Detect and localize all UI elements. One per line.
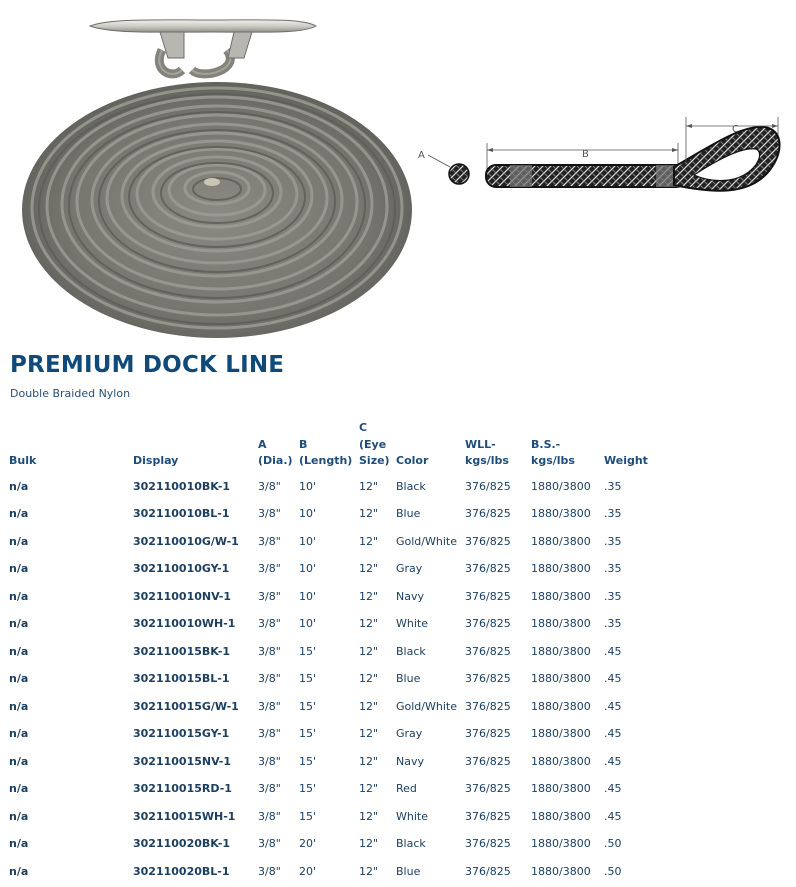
cell-color: Black: [396, 479, 426, 493]
cell-a: 3/8": [258, 672, 281, 686]
diagram-label-b: B: [582, 149, 589, 160]
cell-bulk: n/a: [9, 754, 29, 768]
cell-bulk: n/a: [9, 534, 29, 548]
cell-c: 12": [359, 589, 379, 603]
cell-display: 302110015BL-1: [133, 672, 230, 686]
cell-weight: .45: [604, 699, 622, 713]
col-header-line: A: [258, 437, 267, 451]
cell-wll: 376/825: [465, 479, 511, 493]
cell-display: 302110020BK-1: [133, 837, 231, 851]
cell-a: 3/8": [258, 534, 281, 548]
cell-bulk: n/a: [9, 672, 29, 686]
cell-weight: .35: [604, 589, 622, 603]
cell-weight: .45: [604, 727, 622, 741]
cell-display: 302110015NV-1: [133, 754, 232, 768]
cell-bs: 1880/3800: [531, 507, 591, 521]
col-header-bulk: [6, 420, 130, 473]
cell-wll: 376/825: [465, 837, 511, 851]
cell-wll: 376/825: [465, 562, 511, 576]
cell-weight: .45: [604, 672, 622, 686]
cell-color: Navy: [396, 589, 424, 603]
col-header-display: [130, 420, 255, 473]
cell-display: 302110010G/W-1: [133, 534, 239, 548]
cell-display: 302110010BL-1: [133, 507, 230, 521]
cell-bulk: n/a: [9, 644, 29, 658]
cell-display: 302110010BK-1: [133, 479, 231, 493]
col-header-line: Display: [133, 454, 179, 467]
cell-bulk: n/a: [9, 699, 29, 713]
table-row: [6, 528, 657, 556]
cell-b: 10': [299, 534, 317, 548]
cell-color: Gold/White: [396, 534, 457, 548]
cell-bulk: n/a: [9, 617, 29, 631]
cell-c: 12": [359, 672, 379, 686]
cell-c: 12": [359, 864, 379, 878]
table-header-row: [6, 420, 657, 473]
cell-display: 302110010NV-1: [133, 589, 232, 603]
cell-display: 302110010GY-1: [133, 562, 230, 576]
cell-wll: 376/825: [465, 644, 511, 658]
cell-wll: 376/825: [465, 534, 511, 548]
cell-wll: 376/825: [465, 699, 511, 713]
cell-wll: 376/825: [465, 672, 511, 686]
cell-a: 3/8": [258, 562, 281, 576]
col-header-line: Weight: [604, 454, 648, 467]
cell-bs: 1880/3800: [531, 727, 591, 741]
cell-bs: 1880/3800: [531, 672, 591, 686]
cell-c: 12": [359, 754, 379, 768]
cell-wll: 376/825: [465, 754, 511, 768]
cell-b: 15': [299, 809, 317, 823]
table-row: [6, 748, 657, 776]
product-subtitle: Double Braided Nylon: [10, 387, 131, 400]
cell-b: 10': [299, 562, 317, 576]
cell-color: Navy: [396, 754, 424, 768]
col-header-line: Bulk: [9, 454, 37, 467]
cell-bulk: n/a: [9, 809, 29, 823]
cell-color: Black: [396, 644, 426, 658]
cell-bulk: n/a: [9, 589, 29, 603]
col-header-a: [255, 420, 296, 473]
dock-line-dimension-diagram: [412, 105, 790, 225]
cell-bs: 1880/3800: [531, 782, 591, 796]
cell-bulk: n/a: [9, 837, 29, 851]
cell-a: 3/8": [258, 809, 281, 823]
table-row: [6, 500, 657, 528]
cell-weight: .35: [604, 479, 622, 493]
col-header-b: [296, 420, 356, 473]
product-title: PREMIUM DOCK LINE: [10, 352, 285, 378]
cell-display: 302110015BK-1: [133, 644, 231, 658]
cell-bulk: n/a: [9, 782, 29, 796]
cell-display: 302110015WH-1: [133, 809, 236, 823]
table-body: [6, 473, 657, 886]
col-header-line: WLL-: [465, 437, 496, 451]
cell-b: 15': [299, 699, 317, 713]
cell-a: 3/8": [258, 507, 281, 521]
table-row: [6, 610, 657, 638]
coiled-dock-line-photo: [12, 10, 412, 340]
col-header-line: kgs/lbs: [531, 454, 575, 467]
cell-b: 15': [299, 644, 317, 658]
table-row: [6, 583, 657, 611]
cell-wll: 376/825: [465, 617, 511, 631]
cell-color: White: [396, 809, 428, 823]
cell-c: 12": [359, 837, 379, 851]
cell-c: 12": [359, 809, 379, 823]
table-row: [6, 473, 657, 501]
col-header-weight: [601, 420, 657, 473]
cell-b: 15': [299, 754, 317, 768]
col-header-c: [356, 420, 393, 473]
cell-a: 3/8": [258, 754, 281, 768]
cell-display: 302110015GY-1: [133, 727, 230, 741]
cell-color: Black: [396, 837, 426, 851]
cell-display: 302110015RD-1: [133, 782, 232, 796]
cell-wll: 376/825: [465, 809, 511, 823]
cell-wll: 376/825: [465, 782, 511, 796]
cell-bulk: n/a: [9, 507, 29, 521]
cell-display: 302110015G/W-1: [133, 699, 239, 713]
col-header-line: B: [299, 437, 308, 451]
cell-weight: .35: [604, 507, 622, 521]
cell-c: 12": [359, 699, 379, 713]
cell-b: 15': [299, 727, 317, 741]
cell-weight: .50: [604, 837, 622, 851]
cell-color: Blue: [396, 864, 421, 878]
table-row: [6, 693, 657, 721]
cell-bs: 1880/3800: [531, 754, 591, 768]
cell-weight: .35: [604, 617, 622, 631]
col-header-line: kgs/lbs: [465, 454, 509, 467]
cell-b: 10': [299, 507, 317, 521]
cell-b: 10': [299, 589, 317, 603]
table-row: [6, 720, 657, 748]
cell-b: 15': [299, 782, 317, 796]
cell-bs: 1880/3800: [531, 562, 591, 576]
table-row: [6, 830, 657, 858]
cell-weight: .45: [604, 782, 622, 796]
cell-b: 10': [299, 479, 317, 493]
cell-weight: .45: [604, 754, 622, 768]
diagram-label-a: A: [418, 150, 425, 161]
cell-wll: 376/825: [465, 507, 511, 521]
cell-color: Blue: [396, 507, 421, 521]
diagram-label-c: C: [732, 124, 739, 135]
cell-bulk: n/a: [9, 727, 29, 741]
cell-c: 12": [359, 562, 379, 576]
cell-a: 3/8": [258, 699, 281, 713]
cell-bs: 1880/3800: [531, 644, 591, 658]
cell-bulk: n/a: [9, 479, 29, 493]
cell-bs: 1880/3800: [531, 534, 591, 548]
table-row: [6, 638, 657, 666]
cell-bs: 1880/3800: [531, 864, 591, 878]
cell-wll: 376/825: [465, 864, 511, 878]
cell-a: 3/8": [258, 837, 281, 851]
col-header-line: C: [359, 421, 368, 434]
col-header-line: (Length): [299, 454, 353, 467]
cell-bs: 1880/3800: [531, 699, 591, 713]
cell-a: 3/8": [258, 727, 281, 741]
cell-a: 3/8": [258, 479, 281, 493]
cell-color: Blue: [396, 672, 421, 686]
cell-a: 3/8": [258, 617, 281, 631]
cell-bulk: n/a: [9, 562, 29, 576]
col-header-bs: [528, 420, 601, 473]
cell-weight: .45: [604, 644, 622, 658]
cell-a: 3/8": [258, 864, 281, 878]
col-header-line: (Dia.): [258, 454, 293, 467]
cell-b: 15': [299, 672, 317, 686]
col-header-color: [393, 420, 462, 473]
cell-c: 12": [359, 507, 379, 521]
col-header-wll: [462, 420, 528, 473]
cell-color: White: [396, 617, 428, 631]
cell-weight: .50: [604, 864, 622, 878]
col-header-line: B.S.-: [531, 437, 561, 451]
cell-wll: 376/825: [465, 727, 511, 741]
table-row: [6, 665, 657, 693]
cell-a: 3/8": [258, 589, 281, 603]
cell-a: 3/8": [258, 782, 281, 796]
col-header-line: Color: [396, 454, 429, 467]
cell-weight: .45: [604, 809, 622, 823]
cell-c: 12": [359, 479, 379, 493]
cell-bs: 1880/3800: [531, 809, 591, 823]
cell-a: 3/8": [258, 644, 281, 658]
cell-color: Gray: [396, 727, 423, 741]
cell-weight: .35: [604, 534, 622, 548]
table-row: [6, 803, 657, 831]
cell-weight: .35: [604, 562, 622, 576]
cell-b: 20': [299, 837, 317, 851]
table-row: [6, 858, 657, 886]
cell-c: 12": [359, 617, 379, 631]
specifications-table: [6, 420, 657, 885]
col-header-line: (Eye: [359, 437, 387, 451]
cell-c: 12": [359, 782, 379, 796]
cell-bs: 1880/3800: [531, 617, 591, 631]
cell-b: 10': [299, 617, 317, 631]
cell-bs: 1880/3800: [531, 589, 591, 603]
cell-color: Gold/White: [396, 699, 457, 713]
cell-b: 20': [299, 864, 317, 878]
cell-bulk: n/a: [9, 864, 29, 878]
cell-c: 12": [359, 727, 379, 741]
table-row: [6, 775, 657, 803]
cell-display: 302110010WH-1: [133, 617, 236, 631]
table-row: [6, 555, 657, 583]
cell-display: 302110020BL-1: [133, 864, 230, 878]
cell-bs: 1880/3800: [531, 479, 591, 493]
cell-c: 12": [359, 644, 379, 658]
col-header-line: Size): [359, 454, 390, 467]
cell-color: Gray: [396, 562, 423, 576]
cell-wll: 376/825: [465, 589, 511, 603]
cell-color: Red: [396, 782, 417, 796]
cell-c: 12": [359, 534, 379, 548]
cell-bs: 1880/3800: [531, 837, 591, 851]
